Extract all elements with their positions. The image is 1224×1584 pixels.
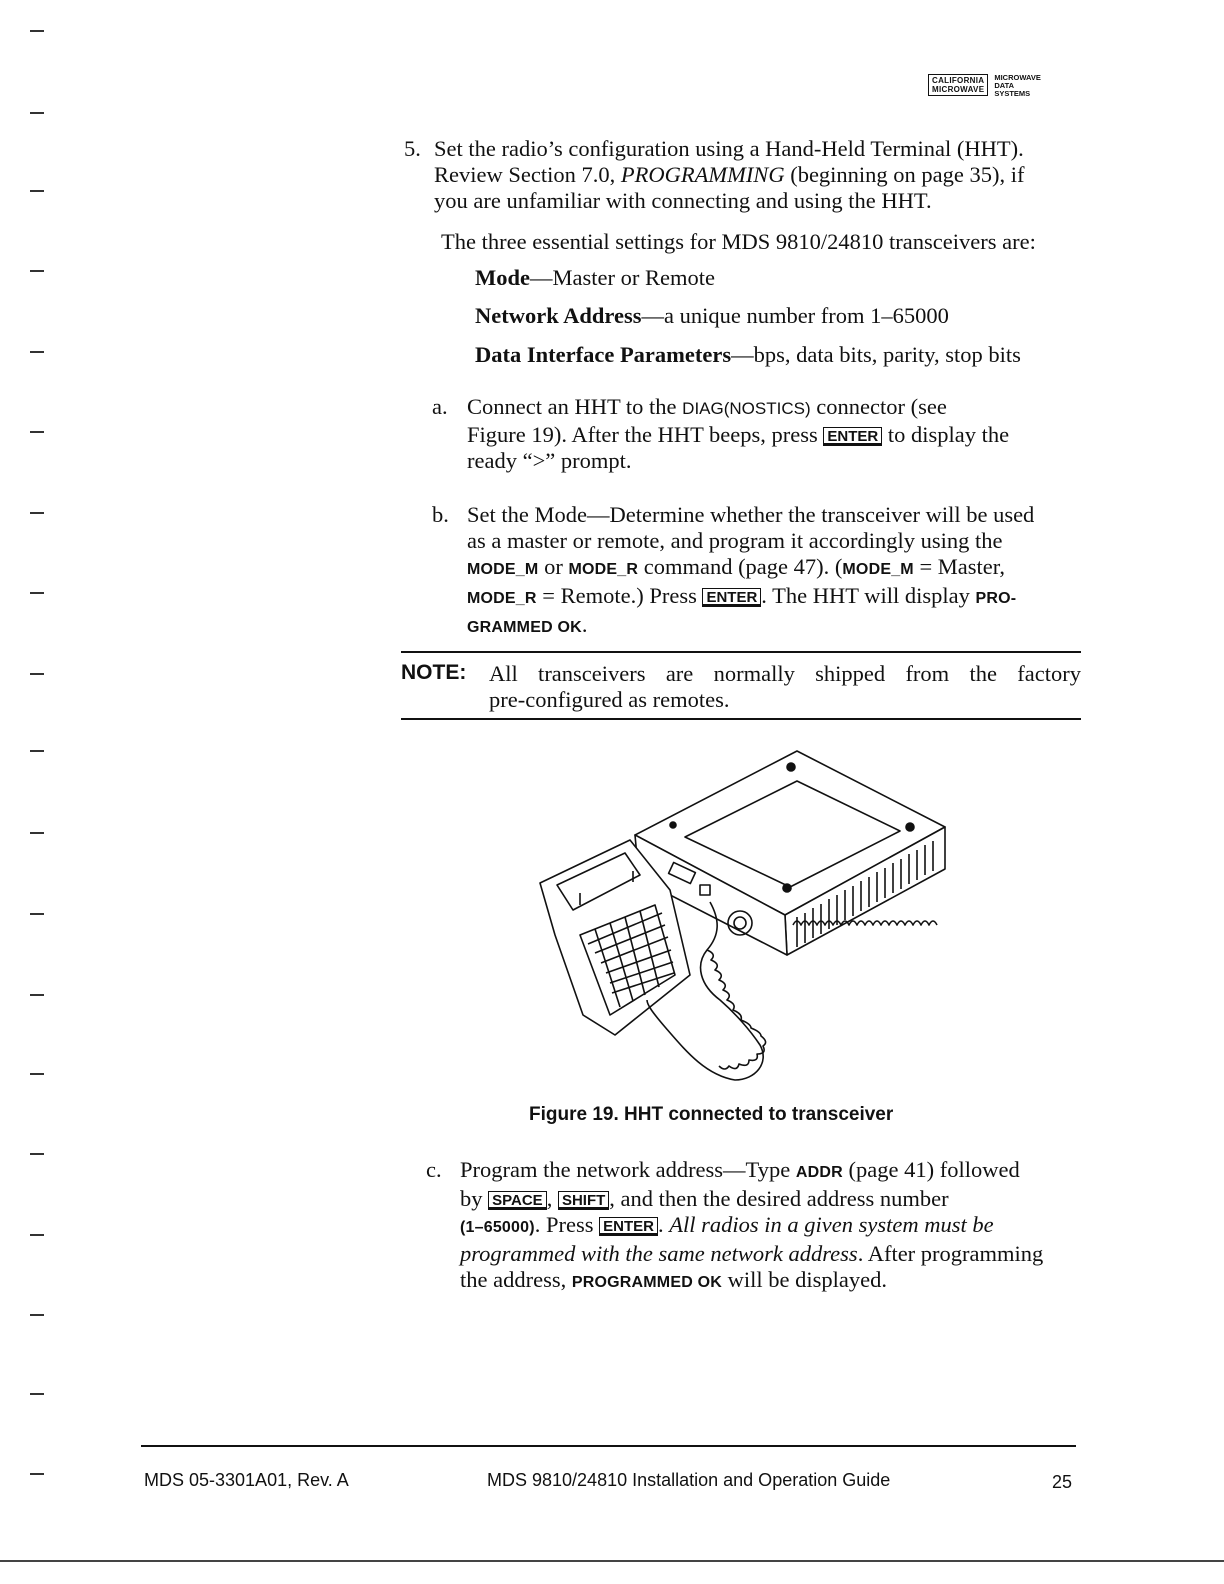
step-c-line2 [460,1186,1090,1212]
company-logo [928,74,1041,98]
mode-m-command: MODE_M [467,561,539,578]
step-c-line5-a: the address, [460,1267,572,1292]
step-5-line2-a: Review Section 7.0, [434,162,621,187]
addr-command: ADDR [795,1164,843,1181]
mode-m-command: MODE_M [842,561,914,578]
step-b-line5 [467,612,1087,641]
setting-data-interface [475,342,1021,368]
setting-mode [475,265,1021,303]
mode-r-command: MODE_R [467,590,537,607]
step-a-line2 [467,422,1087,448]
step-b-line5-end: . [581,612,588,637]
setting-network-address [475,303,1021,342]
step-c-line3-a: . Press [534,1212,600,1237]
figure-19-illustration [535,745,955,1090]
step-a-line1-c: connector (see [810,394,947,419]
note-top-rule [401,651,1081,653]
step-c-line1-a: Program the network address—Type [460,1157,796,1182]
step-a-line2-c: to display the [882,422,1010,447]
address-range: (1–65000) [460,1219,535,1236]
scan-bottom-edge [0,1560,1224,1562]
setting-desc: —bps, data bits, parity, stop bits [731,342,1021,367]
step-c-line2-c: , and then the desired address number [609,1186,949,1211]
programmed-ok-text: GRAMMED OK [467,619,582,636]
note-line1: All transceivers are normally shipped from the factory [489,661,1081,686]
enter-key: ENTER [599,1217,658,1236]
step-c-line5-b: will be displayed. [722,1267,887,1292]
footer-rule [141,1445,1076,1447]
step-b-line1: Set the Mode—Determine whether the transceiver will be used [467,502,1035,527]
space-key: SPACE [488,1191,547,1210]
step-b-line4-a: = Remote.) Press [536,583,703,608]
step-b-line2: as a master or remote, and program it accordingly using the [467,528,1003,553]
step-a-line1-a: Connect an HHT to the [467,394,683,419]
step-c-line4-b: . After programming [857,1241,1044,1266]
settings-list [475,265,1021,368]
step-c-line4 [460,1241,1090,1267]
step-b-line3 [467,554,1087,583]
step-b-letter: b. [432,502,449,527]
step-b-line3-c: = Master, [913,554,1005,579]
step-5-line2-c: (beginning on page 35), if [784,162,1025,187]
settings-intro: The three essential settings for MDS 9810/24810 transceivers are: [441,229,1036,254]
step-c-line1 [460,1157,1090,1186]
setting-term: Mode [475,265,530,290]
step-5-line1: Set the radio’s configuration using a Hand-Held Terminal (HHT). [434,136,1024,161]
note-label: NOTE: [401,661,467,684]
programmed-ok-text: PRO- [975,590,1017,607]
step-5-number: 5. [404,136,421,161]
step-c-line3 [460,1212,1090,1241]
step-b-line4-b: . The HHT will display [761,583,976,608]
enter-key: ENTER [823,427,882,446]
logo-side-line1: MICROWAVE [994,73,1041,82]
enter-key: ENTER [702,588,761,607]
logo-side-text [994,74,1041,98]
step-a-line1 [467,394,1087,422]
step-a-line2-a: Figure 19). After the HHT beeps, press [467,422,824,447]
shift-key: SHIFT [558,1191,609,1210]
note-bottom-rule [401,718,1081,720]
footer-doc-number: MDS 05-3301A01, Rev. A [144,1470,349,1490]
step-c-letter: c. [426,1157,442,1182]
setting-desc: —Master or Remote [530,265,715,290]
diag-connector-label: DIAG(NOSTICS) [682,399,811,418]
step-c-emphasis: All radios in a given system must be [669,1212,994,1237]
logo-side-line2: DATA [994,81,1015,90]
setting-desc: —a unique number from 1–65000 [641,303,949,328]
figure-19-caption: Figure 19. HHT connected to transceiver [529,1104,894,1125]
step-c-line1-b: (page 41) followed [842,1157,1020,1182]
setting-term: Network Address [475,303,642,328]
step-5-text [434,136,1094,214]
step-b-line3-b: command (page 47). ( [638,554,843,579]
step-a-letter: a. [432,394,448,419]
step-b-line4 [467,583,1087,612]
logo-box [928,74,988,96]
step-c-line2-b: , [546,1186,558,1211]
logo-box-line1: CALIFORNIA [932,76,985,85]
footer-guide-title: MDS 9810/24810 Installation and Operation Guide [487,1470,891,1490]
step-c-line5 [460,1267,1090,1296]
step-b-text [467,502,1087,641]
step-5-line2 [434,162,1094,188]
step-a-line3: ready “>” prompt. [467,448,632,473]
logo-box-line2: MICROWAVE [932,85,985,94]
setting-term: Data Interface Parameters [475,342,732,367]
page-number: 25 [1052,1472,1073,1492]
step-b-line3-a: or [538,554,569,579]
step-5-line3: you are unfamiliar with connecting and using the HHT. [434,188,932,213]
step-c-text [460,1157,1090,1296]
note-line2: pre-configured as remotes. [489,687,730,712]
programmed-ok-text: PROGRAMMED OK [571,1274,722,1291]
step-c-line2-a: by [460,1186,489,1211]
mode-r-command: MODE_R [568,561,639,578]
note-text [489,661,1081,713]
step-c-line3-b: . [657,1212,670,1237]
programming-section-ref: PROGRAMMING [620,162,785,187]
step-c-emphasis: programmed with the same network address [460,1241,858,1266]
step-a-text [467,394,1087,474]
logo-side-line3: SYSTEMS [994,89,1031,98]
